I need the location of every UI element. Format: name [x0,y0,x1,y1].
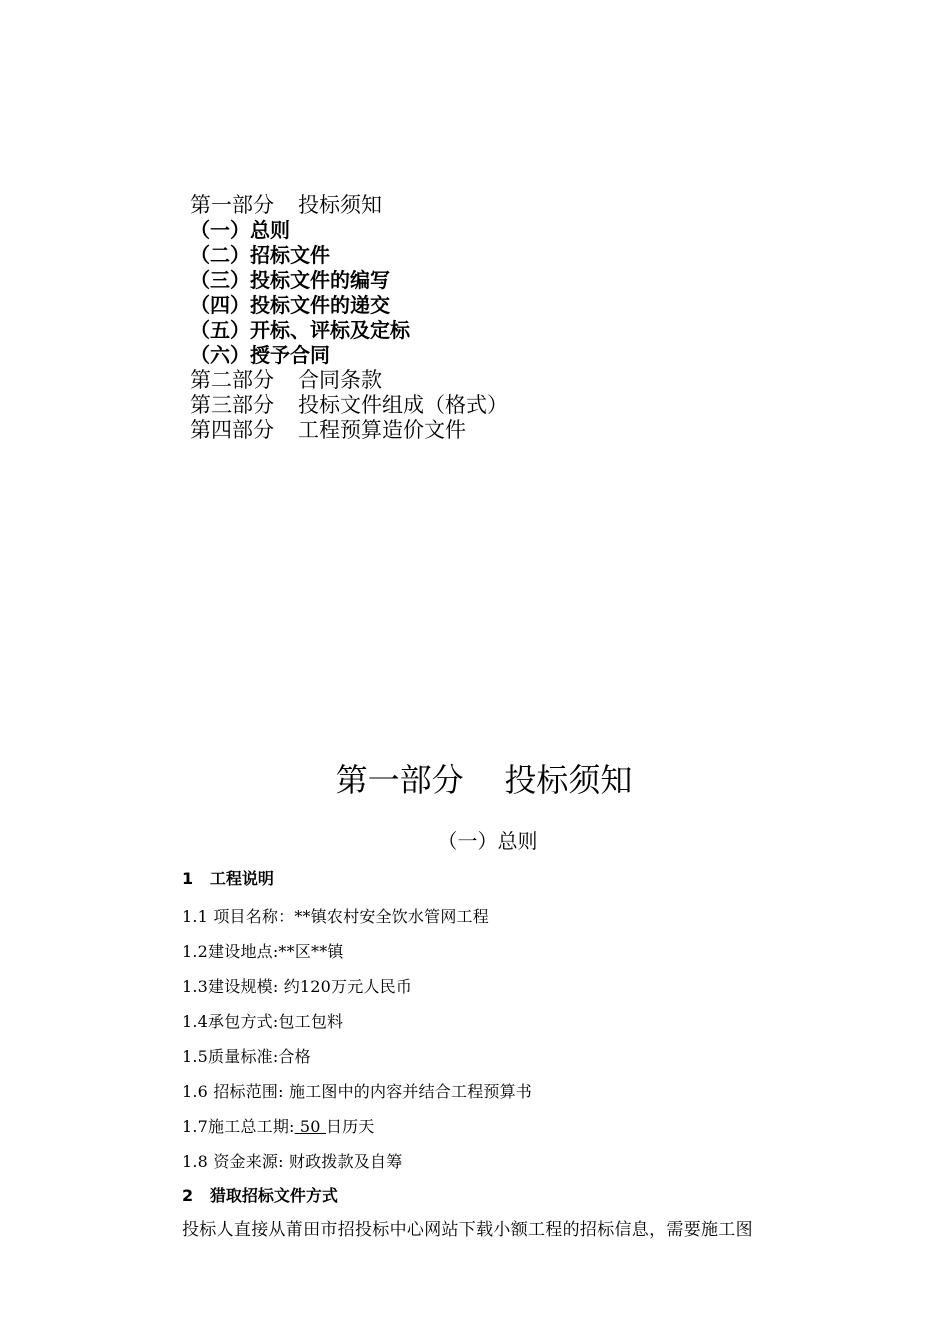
toc-part-1-title: 投标须知 [298,193,382,217]
part-title: 第一部分 投标须知 [335,761,633,799]
toc-part-2[interactable] [190,368,790,393]
toc-part-1-label: 第一部分 [190,193,274,217]
list-item: 1.4承包方式:包工包料 [182,1012,344,1031]
list-item: 1.1 项目名称：**镇农村安全饮水管网工程 [182,907,489,926]
toc-part-3-label: 第三部分 [190,393,274,417]
list-item: 1.3建设规模: 约120万元人民币 [182,977,413,996]
toc-part-3-title: 投标文件组成（格式） [298,393,508,417]
heading-project-description: 1 工程说明 [182,869,274,888]
toc-sub-3[interactable]: （三）投标文件的编写 [190,268,390,292]
toc-part-4[interactable] [190,418,790,443]
duration-label: 1.7施工总工期: [182,1117,295,1136]
toc-part-3[interactable] [190,393,790,418]
heading-obtain-documents: 2 猎取招标文件方式 [182,1186,338,1205]
duration-unit: 日历天 [325,1117,375,1136]
section-title: （一）总则 [437,829,538,853]
toc-sub-5[interactable]: （五）开标、评标及定标 [190,318,410,342]
toc-part-2-label: 第二部分 [190,368,274,392]
toc-sub-4[interactable]: （四）投标文件的递交 [190,293,390,317]
toc-part-2-title: 合同条款 [298,368,382,392]
document-body [182,866,842,1245]
list-item-duration [182,1109,842,1144]
toc-sub-2[interactable]: （二）招标文件 [190,243,330,267]
list-item: 1.6 招标范围: 施工图中的内容并结合工程预算书 [182,1082,533,1101]
list-item: 1.5质量标准:合格 [182,1047,311,1066]
toc-sub-6[interactable]: （六）授予合同 [190,343,330,367]
paragraph: 投标人直接从莆田市招投标中心网站下载小额工程的招标信息，需要施工图 [182,1220,753,1240]
toc-sub-1[interactable]: （一）总则 [190,218,290,242]
toc-part-4-title: 工程预算造价文件 [298,418,466,442]
toc-part-4-label: 第四部分 [190,418,274,442]
table-of-contents [190,193,790,443]
toc-part-1[interactable] [190,193,790,218]
list-item: 1.2建设地点:**区**镇 [182,942,344,961]
list-item: 1.8 资金来源: 财政拨款及自筹 [182,1152,403,1171]
duration-value: 50 [294,1117,326,1136]
